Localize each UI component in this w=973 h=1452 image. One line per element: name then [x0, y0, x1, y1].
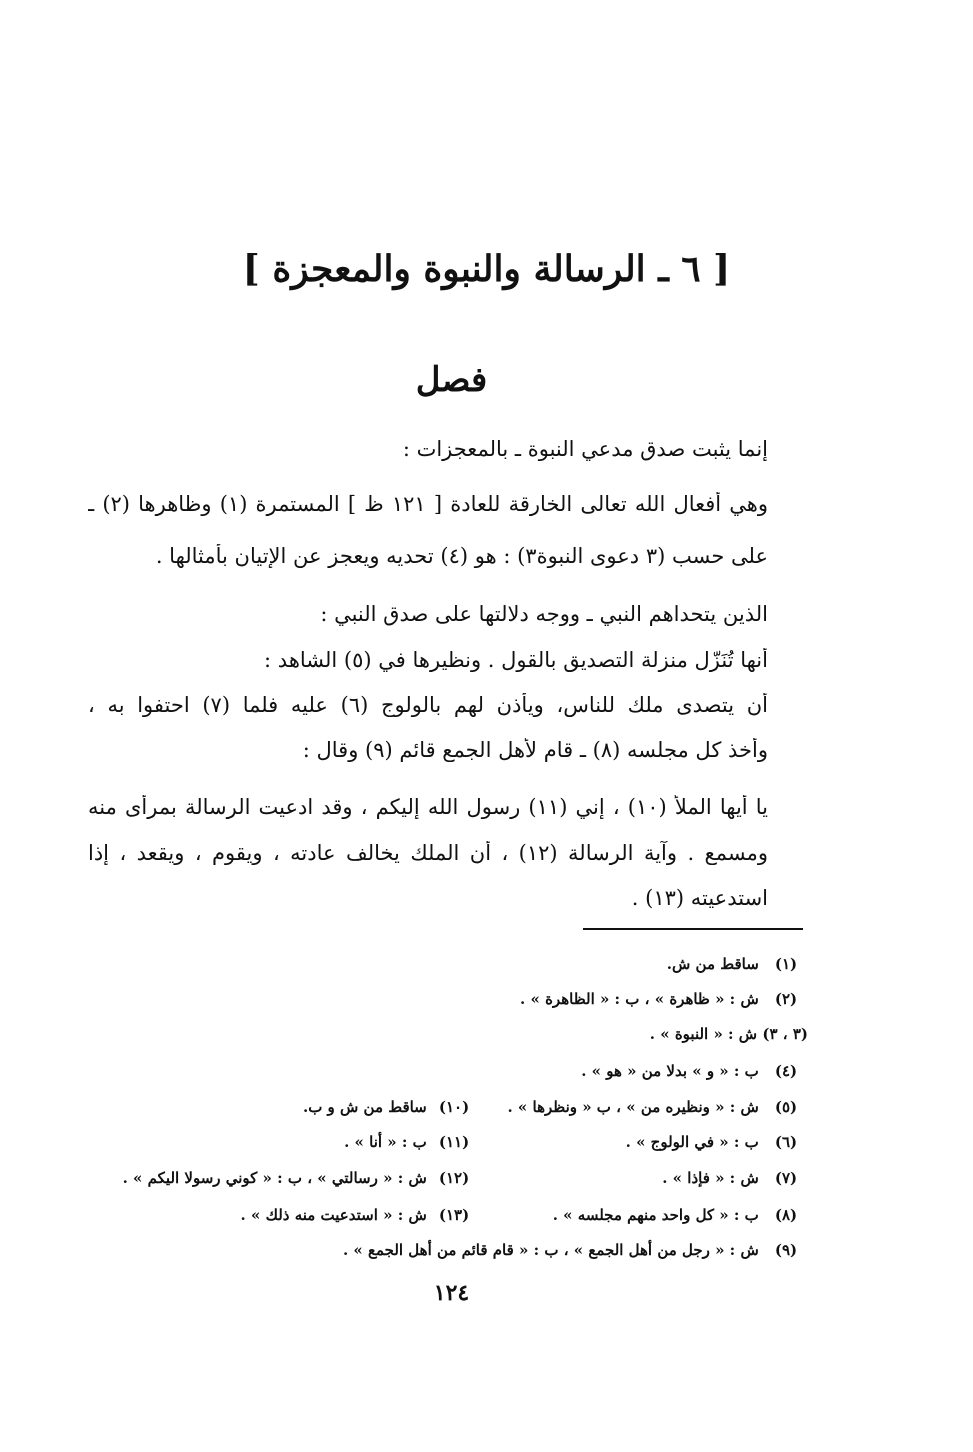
footnote-text: ب : « كل واحد منهم مجلسه » . [552, 1206, 759, 1224]
footnote-text: ش : « استدعيت منه ذلك » . [240, 1206, 427, 1224]
section-title: فصل [415, 360, 488, 400]
footnote [303, 1098, 476, 1116]
footnote-number: (١٢) [438, 1169, 470, 1187]
footnote-number: (٩) [774, 1241, 798, 1259]
footnote [626, 1133, 808, 1151]
footnote [662, 1169, 808, 1187]
footnote [650, 1025, 808, 1043]
footnote-text: ش : « ونظيره من » ، ب « ونظرها » . [507, 1098, 759, 1116]
footnote-number: (٦) [774, 1133, 798, 1151]
footnote-number: (١) [774, 955, 798, 973]
footnote [667, 955, 808, 973]
body-line: يا أيها الملأ (١٠) ، إني (١١) رسول الله إليكم ، وقد ادعيت الرسالة بمرأى منه [88, 795, 768, 819]
body-line: أن يتصدى ملك للناس، ويأذن لهم بالولوج (٦) عليه فلما (٧) احتفوا به ، [88, 693, 768, 717]
body-line: وهي أفعال الله تعالى الخارقة للعادة [ ١٢١ ظ ] المستمرة (١) وظاهرها (٢) ـ [88, 492, 768, 516]
body-line: على حسب (٣ دعوى النبوة٣) : هو (٤) تحديه ويعجز عن الإتيان بأمثالها . [155, 544, 768, 568]
footnote-number: (١١) [438, 1133, 470, 1151]
footnote-text: ب : « في الولوج » . [625, 1133, 759, 1151]
body-line: وأخذ كل مجلسه (٨) ـ قام لأهل الجمع قائم (٩) وقال : [302, 738, 768, 762]
footnote [581, 1062, 808, 1080]
footnote-number: (٥) [774, 1098, 798, 1116]
footnote-number: (٧) [774, 1169, 798, 1187]
footnote-text: ش : « رجل من أهل الجمع » ، ب : « قام قائم من أهل الجمع » . [342, 1241, 759, 1259]
footnote [344, 1133, 476, 1151]
footnote [123, 1169, 476, 1187]
footnote [507, 1098, 808, 1116]
footnote-text: ش : « فإذا » . [662, 1169, 759, 1187]
footnote-text: ش : « النبوة » . [649, 1025, 758, 1043]
footnote [343, 1241, 808, 1259]
footnote-number: (٢) [774, 990, 798, 1008]
footnote-text: ب : « و » بدلا من « هو » . [581, 1062, 759, 1080]
footnote-divider [583, 928, 803, 930]
chapter-title: [ ٦ ـ الرسالة والنبوة والمعجزة ] [242, 248, 731, 290]
footnote [520, 990, 808, 1008]
footnote-text: ساقط من ش. [666, 955, 759, 973]
body-line: استدعيته (١٣) . [631, 886, 768, 910]
page-number: ١٢٤ [433, 1280, 470, 1306]
footnote-number: (٨) [774, 1206, 798, 1224]
footnote-text: ش : « رسالتي » ، ب : « كوني رسولا اليكم » . [122, 1169, 427, 1187]
body-line: أنها تُنَزّل منزلة التصديق بالقول . ونظيرها في (٥) الشاهد : [264, 648, 768, 672]
footnote-text: ب : « أنا » . [344, 1133, 427, 1151]
footnote-number: (١٠) [438, 1098, 470, 1116]
footnote-number: (١٣) [438, 1206, 470, 1224]
footnote-number: (٣ ، ٣) [762, 1025, 808, 1043]
body-line: ومسمع . وآية الرسالة (١٢) ، أن الملك يخالف عادته ، ويقوم ، ويقعد ، إذا [88, 841, 768, 865]
footnote [241, 1206, 476, 1224]
footnote-number: (٤) [774, 1062, 798, 1080]
body-line: الذين يتحداهم النبي ـ ووجه دلالتها على صدق النبي : [320, 602, 768, 626]
footnote-text: ش : « ظاهرة » ، ب : « الظاهرة » . [520, 990, 759, 1008]
footnote-text: ساقط من ش و ب. [302, 1098, 427, 1116]
footnote [553, 1206, 808, 1224]
body-line: إنما يثبت صدق مدعي النبوة ـ بالمعجزات : [402, 437, 768, 461]
